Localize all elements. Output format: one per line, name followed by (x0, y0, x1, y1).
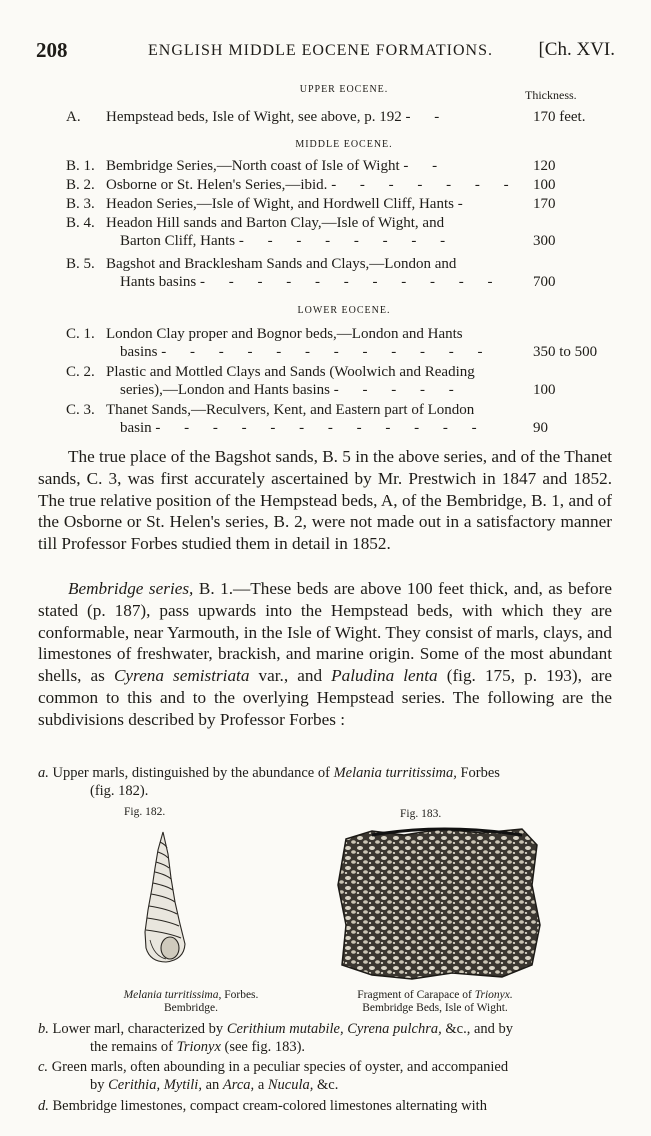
row-code: B. 5. (66, 256, 95, 272)
list-item-a (38, 765, 612, 800)
fig-183-caption (315, 989, 555, 1015)
leader-dots: - - (405, 109, 450, 125)
row-code: C. 3. (66, 402, 95, 418)
italic-species: Arca, (222, 1076, 255, 1093)
italic-species: Paludina lenta (331, 666, 438, 686)
row-description: Hempstead beds, Isle of Wight, see above, p. 192 (106, 109, 402, 125)
fig-183-label: Fig. 183. (400, 808, 442, 820)
paragraph-2-text: B. 1.—These beds are above 100 feet thick, and, as before stated (p. 187), pass upwards into the Hempstead beds, with which they are conformable, near Yarmouth, in the Isle of Wight. They consist of marls, clays, and limestones of freshwater, brackish, and marine origin. Some of the most abundant shells, as (38, 579, 612, 686)
list-text: &c., and by (441, 1021, 514, 1037)
row-description: Bagshot and Bracklesham Sands and Clays,—London and (106, 256, 457, 272)
list-text-cont (38, 1077, 612, 1095)
caption-text: Fragment of Carapace of (357, 989, 475, 1001)
row-thickness: 100 (533, 177, 556, 193)
row-code: A. (66, 109, 81, 125)
row-description-cont: basin (120, 420, 152, 436)
running-head (36, 38, 615, 66)
row-description: Headon Hill sands and Barton Clay,—Isle of Wight, and (106, 215, 445, 231)
page-number: 208 (36, 38, 68, 62)
leader-dots: - (457, 196, 473, 212)
list-text-cont (38, 1039, 612, 1057)
chapter-marker: [Ch. XVI. (538, 39, 615, 60)
caption-text: Bembridge. (164, 1002, 218, 1014)
fig-182-label: Fig. 182. (124, 806, 166, 818)
leader-dots: - - (403, 158, 448, 174)
paragraph-2-text: (fig. 175, p. 193), are common to this and to the overlying Hempstead series. The following are the subdivisions described by Professor Forbes : (38, 666, 612, 729)
list-item-d (38, 1098, 612, 1116)
list-label: d. (38, 1098, 49, 1114)
italic-species: Cerithium mutabile, Cyrena pulchra, (226, 1021, 442, 1037)
row-thickness: 170 feet. (533, 109, 586, 125)
row-thickness: 170 (533, 196, 556, 212)
list-text: a (254, 1076, 268, 1093)
list-text: Green marls, often abounding in a peculiar species of oyster, and accompanied (48, 1059, 509, 1075)
leader-dots: - - - - - (333, 382, 464, 398)
list-text: Lower marl, characterized by (48, 1021, 227, 1037)
row-description: Headon Series,—Isle of Wight, and Hordwell Cliff, Hants (106, 196, 454, 212)
caption-italic: Melania turritissima, (123, 989, 222, 1001)
list-text: Bembridge limestones, compact cream-colored limestones alternating with (48, 1098, 487, 1114)
row-code: B. 2. (66, 177, 95, 193)
list-item-b (38, 1021, 612, 1056)
row-description-cont: Barton Cliff, Hants (120, 233, 236, 249)
paragraph-1 (38, 446, 612, 555)
list-label: c. (38, 1059, 49, 1075)
row-description-cont: basins (120, 344, 158, 360)
paragraph-2 (38, 578, 612, 731)
leader-dots: - - - - - - - - - - - - (161, 344, 493, 360)
italic-species: Cerithia, Mytili, (108, 1076, 202, 1093)
row-thickness: 350 to 500 (533, 344, 598, 360)
list-text-cont: (fig. 182). (90, 782, 149, 799)
row-description: Osborne or St. Helen's Series,—ibid. (106, 177, 328, 193)
italic-species: Nucula, (267, 1076, 314, 1093)
list-label: b. (38, 1021, 49, 1037)
row-description-cont: Hants basins (120, 274, 197, 290)
row-thickness: 100 (533, 382, 556, 398)
row-description-cont: series),—London and Hants basins (120, 382, 330, 398)
trionyx-carapace-illustration (332, 825, 547, 983)
italic-species: Melania turritissima, (333, 765, 457, 781)
row-code: C. 2. (66, 364, 95, 380)
upper-eocene-heading: UPPER EOCENE. (299, 84, 389, 95)
paragraph-2-text: var., and (249, 666, 332, 686)
leader-dots: - - - - - - - - (238, 233, 456, 249)
caption-text: Forbes. (221, 989, 259, 1001)
list-text: Forbes (456, 765, 500, 781)
list-text: by (90, 1076, 109, 1093)
caption-text: Bembridge Beds, Isle of Wight. (362, 1002, 508, 1014)
italic-species: Cyrena semistriata (113, 666, 250, 686)
leader-dots: - - - - - - - - - - - (200, 274, 503, 290)
row-description: Thanet Sands,—Reculvers, Kent, and Eastern part of London (106, 402, 475, 418)
list-label: a. (38, 765, 49, 781)
running-title: ENGLISH MIDDLE EOCENE FORMATIONS. (148, 42, 493, 59)
list-item-c (38, 1059, 612, 1094)
row-description: Plastic and Mottled Clays and Sands (Woolwich and Reading (106, 364, 475, 380)
italic-term: Bembridge series, (68, 579, 194, 598)
italic-species: Trionyx (176, 1038, 221, 1055)
row-description: London Clay proper and Bognor beds,—London and Hants (106, 326, 463, 342)
row-thickness: 300 (533, 233, 556, 249)
row-code: B. 4. (66, 215, 95, 231)
row-thickness: 700 (533, 274, 556, 290)
row-description: Bembridge Series,—North coast of Isle of Wight (106, 158, 400, 174)
row-code: B. 3. (66, 196, 95, 212)
fig-182-caption (96, 989, 286, 1015)
caption-italic: Trionyx. (474, 989, 513, 1001)
thickness-header: Thickness. (525, 88, 577, 102)
middle-eocene-heading: MIDDLE EOCENE. (295, 139, 393, 150)
list-text: an (201, 1076, 223, 1093)
list-text: &c. (313, 1076, 339, 1093)
list-text: Upper marls, distinguished by the abundance of (48, 765, 334, 781)
paragraph-1-text: The true place of the Bagshot sands, B. 5 in the above series, and of the Thanet sands, C. 3, was first accurately ascertained by Mr. Prestwich in 1847 and 1852. The true relative position of the Hempstead beds, A, of the Bembridge, B. 1, and of the Osborne or St. Helen's series, B. 2, were not made out in a satisfactory manner till Professor Forbes studied them in detail in 1852. (38, 447, 612, 554)
row-thickness: 90 (533, 420, 548, 436)
row-thickness: 120 (533, 158, 556, 174)
row-code: C. 1. (66, 326, 95, 342)
leader-dots: - - - - - - - (331, 177, 519, 193)
list-text: the remains of (90, 1038, 177, 1055)
melania-shell-illustration (128, 828, 198, 968)
row-code: B. 1. (66, 158, 95, 174)
leader-dots: - - - - - - - - - - - - (155, 420, 487, 436)
list-text: (see fig. 183). (220, 1038, 306, 1055)
lower-eocene-heading: LOWER EOCENE. (297, 305, 391, 316)
